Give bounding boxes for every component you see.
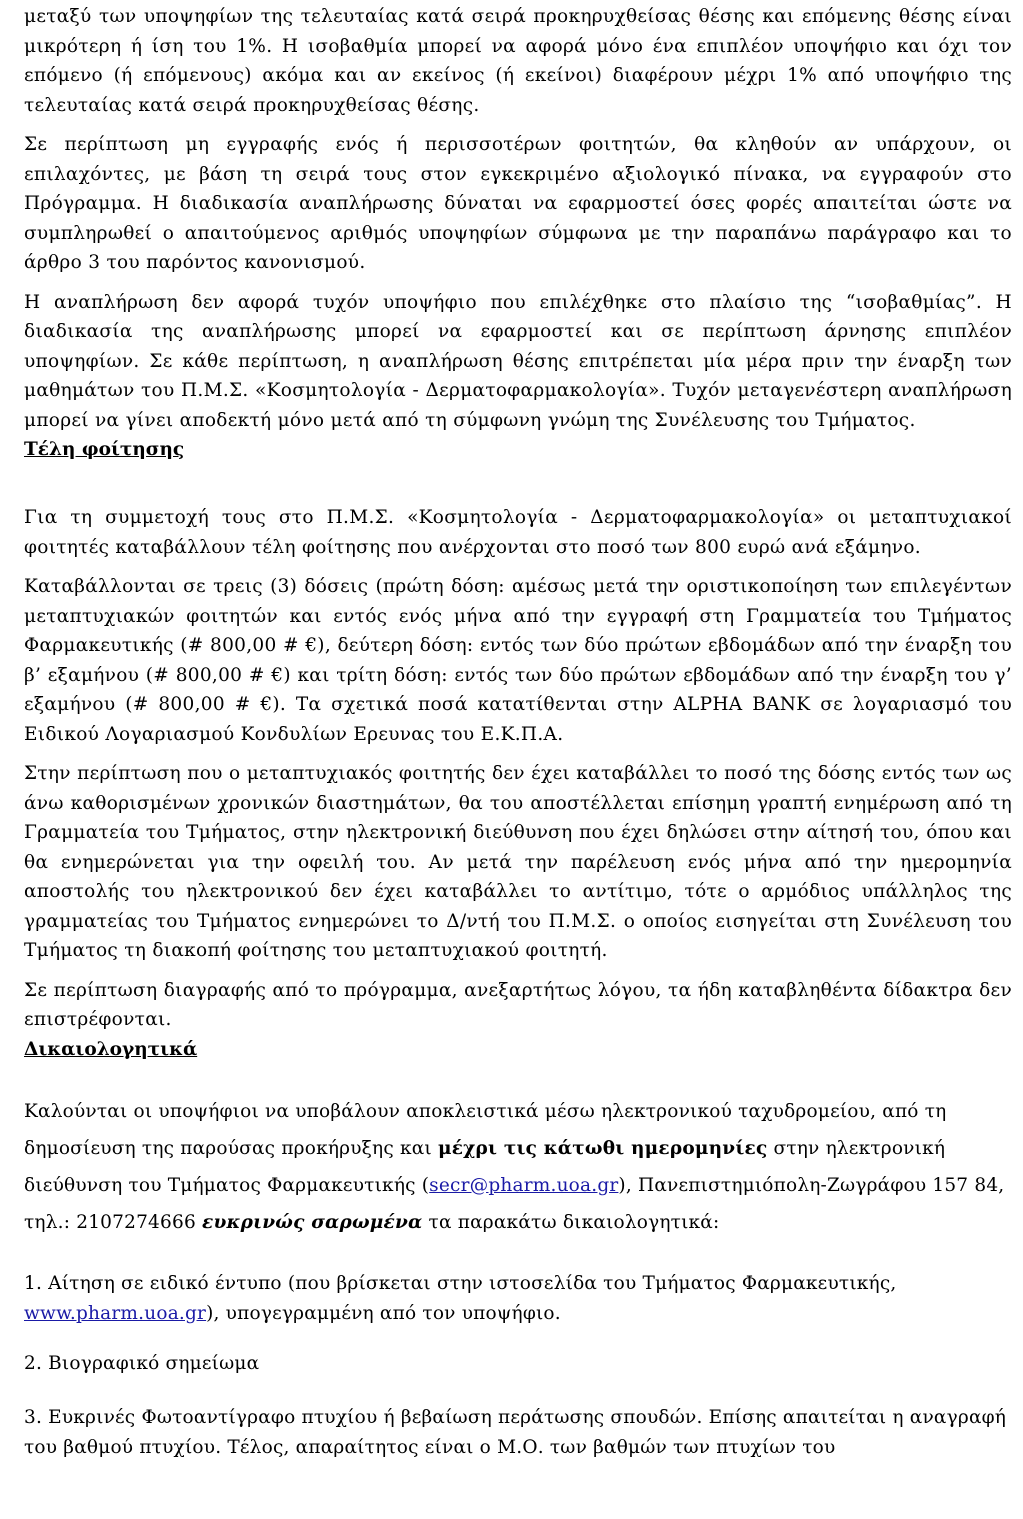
intro-text-1: Καλούνται οι υποψήφιοι να υποβάλουν αποκλειστικά μέσω ηλεκτρονικού ταχυδρομείου, από τη δημοσίευση της παρούσας προκήρυξης και: [24, 1100, 947, 1159]
intro-text-2: στην ηλεκτρονική διεύθυνση του Τμήματος Φαρμακευτικής (: [24, 1137, 946, 1196]
paragraph-fees-amount: Για τη συμμετοχή τους στο Π.Μ.Σ. «Κοσμητολογία - Δερματοφαρμακολογία» οι μεταπτυχιακοί φοιτητές καταβάλλουν τέλη φοίτησης που ανέρχονται στο ποσό των 800 ευρώ ανά εξάμηνο.: [24, 507, 1012, 558]
paragraph-tie-rule: μεταξύ των υποψηφίων της τελευταίας κατά σειρά προκηρυχθείσας θέσης και επόμενης θέσης είναι μικρότερη ή ίση του 1%. Η ισοβαθμία μπορεί να αφορά μόνο ένα επιπλέον υποψήφιο και όχι τον επόμενο (ή επόμενους) ακόμα και αν εκείνος (ή εκείνοι) διαφέρουν μέχρι 1% από υποψήφιο της τελευταίας κατά σειρά προκηρυχθείσας θέσης.: [24, 6, 1012, 116]
list-item-application: [24, 1269, 1012, 1329]
item1-text-2: ), υπογεγραμμένη από τον υποψήφιο.: [206, 1302, 561, 1324]
paragraph-non-registration: Σε περίπτωση μη εγγραφής ενός ή περισσοτέρων φοιτητών, θα κληθούν αν υπάρχουν, οι επιλαχόντες, με βάση τη σειρά τους στον εγκεκριμένο αξιολογικό πίνακα, να εγγραφούν στο Πρόγραμμα. Η διαδικασία αναπλήρωσης δύναται να εφαρμοστεί όσες φορές απαιτείται ώστε να συμπληρωθεί ο απαιτούμενος αριθμός υποψηφίων σύμφωνα με την παραπάνω παράγραφο και το άρθρο 3 του παρόντος κανονισμού.: [24, 134, 1012, 273]
email-link[interactable]: secr@pharm.uoa.gr: [429, 1174, 619, 1196]
intro-text-4: τα παρακάτω δικαιολογητικά:: [422, 1211, 720, 1233]
deadline-emphasis: μέχρι τις κάτωθι ημερομηνίες: [437, 1137, 768, 1159]
paragraph-no-refund: Σε περίπτωση διαγραφής από το πρόγραμμα, ανεξαρτήτως λόγου, τα ήδη καταβληθέντα δίδακτρα δεν επιστρέφονται.: [24, 979, 1012, 1030]
website-link[interactable]: www.pharm.uoa.gr: [24, 1302, 207, 1324]
document-page: [24, 2, 1012, 1463]
heading-documents: Δικαιολογητικά: [24, 1038, 198, 1060]
list-item-cv: 2. Βιογραφικό σημείωμα: [24, 1352, 260, 1374]
item1-text-1: 1. Αίτηση σε ειδικό έντυπο (που βρίσκεται στην ιστοσελίδα του Τμήματος Φαρμακευτικής,: [24, 1272, 897, 1294]
list-item-degree-copy: 3. Ευκρινές Φωτοαντίγραφο πτυχίου ή βεβαίωση περάτωσης σπουδών. Επίσης απαιτείται η αναγραφή του βαθμού πτυχίου. Τέλος, απαραίτητος είναι ο Μ.Ο. των βαθμών των πτυχίων του: [24, 1406, 1007, 1458]
paragraph-late-payment: Στην περίπτωση που ο μεταπτυχιακός φοιτητής δεν έχει καταβάλλει το ποσό της δόσης εντός των ως άνω καθορισμένων χρονικών διαστημάτων, θα του αποστέλλεται επίσημη γραπτή ενημέρωση από τη Γραμματεία του Τμήματος, στην ηλεκτρονική διεύθυνση που έχει δηλώσει στην αίτησή του, όπου και θα ενημερώνεται για την οφειλή του. Αν μετά την παρέλευση ενός μήνα από την ημερομηνία αποστολής του ηλεκτρονικού δεν έχει καταβάλλει το αντίτιμο, τότε ο αρμόδιος υπάλληλος της γραμματείας του Τμήματος ενημερώνει το Δ/ντή του Π.Μ.Σ. ο οποίος εισηγείται στη Συνέλευση του Τμήματος τη διακοπή φοίτησης του μεταπτυχιακού φοιτητή.: [24, 763, 1012, 961]
paragraph-replacement: Η αναπλήρωση δεν αφορά τυχόν υποψήφιο που επιλέχθηκε στο πλαίσιο της “ισοβαθμίας”. Η διαδικασία της αναπλήρωσης μπορεί να εφαρμοστεί και σε περίπτωση άρνησης επιπλέον υποψηφίων. Σε κάθε περίπτωση, η αναπλήρωση θέσης επιτρέπεται μία μέρα πριν την έναρξη των μαθημάτων του Π.Μ.Σ. «Κοσμητολογία - Δερματοφαρμακολογία». Τυχόν μεταγενέστερη αναπλήρωση μπορεί να γίνει αποδεκτή μόνο μετά από τη σύμφωνη γνώμη της Συνέλευσης του Τμήματος.: [24, 291, 1012, 431]
scanned-emphasis: ευκρινώς σαρωμένα: [202, 1211, 423, 1233]
paragraph-installments: Καταβάλλονται σε τρεις (3) δόσεις (πρώτη δόση: αμέσως μετά την οριστικοποίηση των επιλεγέντων μεταπτυχιακών φοιτητών και εντός ενός μήνα από την εγγραφή στη Γραμματεία του Τμήματος Φαρμακευτικής (# 800,00 # €), δεύτερη δόση: εντός των δύο πρώτων εβδομάδων από την έναρξη του β’ εξαμήνου (# 800,00 # €) και τρίτη δόση: εντός των δύο πρώτων εβδομάδων από την έναρξη του γ’ εξαμήνου (# 800,00 # €). Τα σχετικά ποσά κατατίθενται στην ALPHA BANK σε λογαριασμό του Ειδικού Λογαριασμού Κονδυλίων Ερευνας του Ε.Κ.Π.Α.: [24, 576, 1012, 745]
paragraph-documents-intro: [24, 1093, 1012, 1241]
heading-tuition-fees: Τέλη φοίτησης: [24, 439, 185, 460]
intro-text-3: ), Πανεπιστημιόπολη-Ζωγράφου 157 84, τηλ.: 2107274666: [24, 1174, 1005, 1233]
